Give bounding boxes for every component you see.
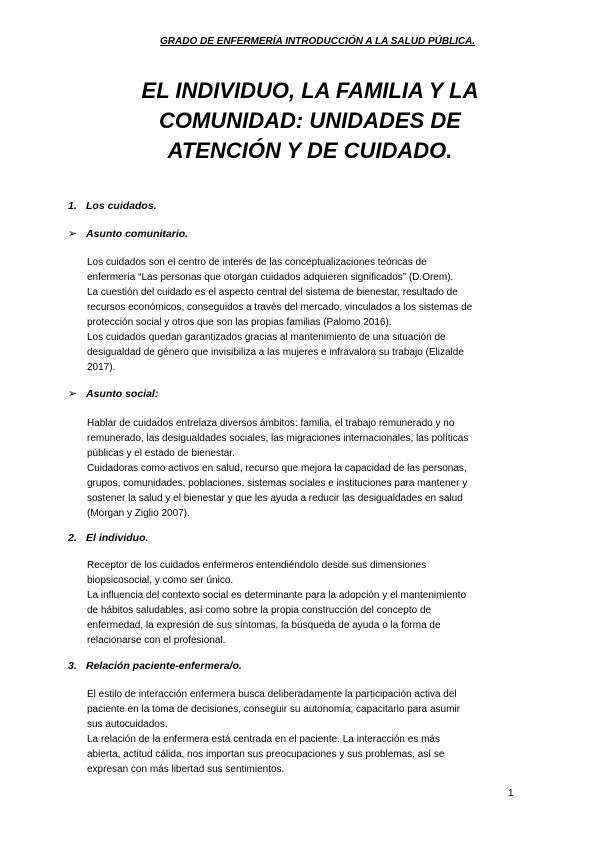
section-number: 1. bbox=[68, 200, 77, 212]
text-line: El estilo de interacción enfermera busca deliberadamente la participación activa del bbox=[87, 689, 457, 700]
paragraph-individuo bbox=[87, 558, 527, 648]
text-line: sus autocuidados. bbox=[87, 719, 168, 730]
text-line: (Morgan y Ziglio 2007). bbox=[87, 508, 190, 519]
text-line: abierta, actitud cálida, nos importan sus preocupaciones y sus problemas, así se bbox=[87, 749, 445, 760]
text-line: expresan con más libertad sus sentimientos. bbox=[87, 764, 285, 775]
section-number: 3. bbox=[68, 660, 77, 672]
paragraph-relacion bbox=[87, 687, 527, 777]
text-line: enfermería “Las personas que otorgan cuidados adquieren significados” (D.Orem). bbox=[87, 272, 454, 283]
text-line: recursos económicos, conseguidos a través del mercado, vinculados a los sistemas de bbox=[87, 302, 473, 313]
text-line: públicas y el estado de bienestar. bbox=[87, 448, 235, 459]
text-line: grupos, comunidades, poblaciones, sistemas sociales e instituciones para mantener y bbox=[87, 478, 468, 489]
text-line: Los cuidados son el centro de interés de las conceptualizaciones teóricas de bbox=[87, 257, 427, 268]
title-line: EL INDIVIDUO, LA FAMILIA Y LA bbox=[141, 78, 479, 103]
paragraph-comunitario bbox=[87, 255, 527, 375]
arrow-bullet-icon: ➢ bbox=[68, 228, 78, 240]
section-label: Los cuidados. bbox=[86, 200, 157, 212]
title-line: COMUNIDAD: UNIDADES DE bbox=[159, 108, 461, 133]
text-line: Hablar de cuidados entrelaza diversos ámbitos: familia, el trabajo remunerado y no bbox=[87, 418, 455, 429]
text-line: Cuidadoras como activos en salud, recurso que mejora la capacidad de las personas, bbox=[87, 463, 467, 474]
text-line: protección social y otros que son las propias familias (Palomo 2016). bbox=[87, 317, 392, 328]
text-line: La influencia del contexto social es determinante para la adopción y el mantenimiento bbox=[87, 590, 467, 601]
title-line: ATENCIÓN Y DE CUIDADO. bbox=[167, 138, 453, 163]
text-line: biopsicosocial, y como ser único. bbox=[87, 575, 234, 586]
subsection-label: Asunto social: bbox=[86, 388, 159, 400]
text-line: sostener la salud y el bienestar y que les ayuda a reducir las desigualdades en salud bbox=[87, 493, 463, 504]
text-line: relacionarse con el profesional. bbox=[87, 635, 226, 646]
text-line: 2017). bbox=[87, 362, 116, 373]
text-line: Los cuidados quedan garantizados gracias al mantenimiento de una situación de bbox=[87, 332, 446, 343]
text-line: remunerado, las desigualdades sociales, las migraciones internacionales, las políticas bbox=[87, 433, 469, 444]
section-label: El individuo. bbox=[86, 532, 149, 544]
text-line: de hábitos saludables, así como sobre la propia construcción del concepto de bbox=[87, 605, 432, 616]
document-title bbox=[60, 76, 560, 166]
running-header: GRADO DE ENFERMERÍA INTRODUCCIÓN A LA SALUD PÚBLICA. bbox=[160, 36, 476, 47]
arrow-bullet-icon: ➢ bbox=[68, 388, 78, 400]
section-label: Relación paciente-enfermera/o. bbox=[86, 660, 242, 672]
text-line: Receptor de los cuidados enfermeros entendiéndolo desde sus dimensiones bbox=[87, 560, 427, 571]
subsection-label: Asunto comunitario. bbox=[86, 228, 189, 240]
text-line: La cuestión del cuidado es el aspecto central del sistema de bienestar, resultado de bbox=[87, 287, 458, 298]
text-line: desigualdad de género que invisibiliza a las mujeres e infravalora su trabajo (Elizalde bbox=[87, 347, 464, 358]
section-number: 2. bbox=[68, 532, 77, 544]
text-line: La relación de la enfermera está centrada en el paciente. La interacción es más bbox=[87, 734, 440, 745]
text-line: paciente en la toma de decisiones, conseguir su autonomía, capacitarlo para asumir bbox=[87, 704, 460, 715]
text-line: enfermedad, la expresión de sus síntomas, la búsqueda de ayuda o la forma de bbox=[87, 620, 441, 631]
paragraph-social bbox=[87, 416, 527, 521]
page-number: 1 bbox=[508, 788, 514, 799]
